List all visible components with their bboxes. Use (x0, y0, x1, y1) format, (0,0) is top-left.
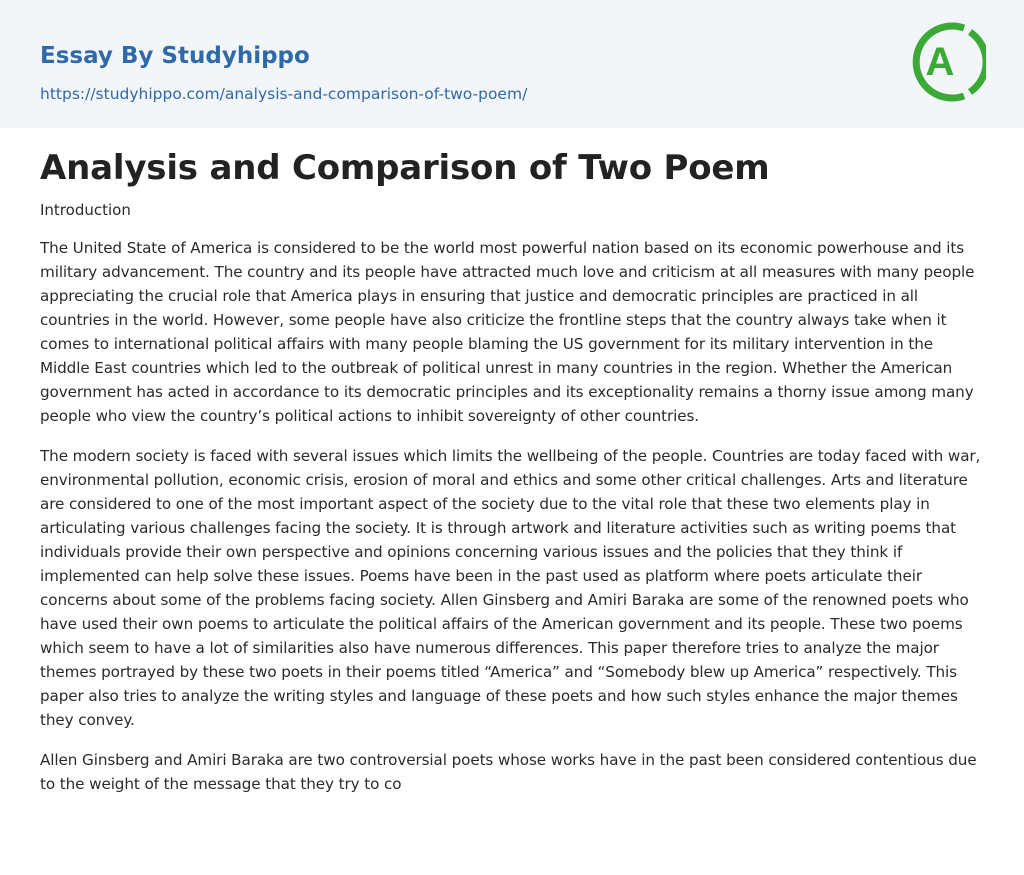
section-heading-introduction: Introduction (40, 201, 131, 219)
article-content (40, 146, 986, 796)
paragraph-3: Allen Ginsberg and Amiri Baraka are two controversial poets whose works have in the past been considered contentious due to the weight of the message that they try to co (40, 751, 977, 793)
logo-letter: A (925, 40, 955, 84)
paragraph-2: The modern society is faced with several issues which limits the wellbeing of the people. Countries are today faced with war, environmental pollution, economic crisis, erosion of moral and ethics and some other critical challenges. Arts and literature are considered to one of the most important aspect of the society due to the vital role that these two elements play in articulating various challenges facing the society. It is through artwork and literature activities such as writing poems that individuals provide their own perspective and opinions concerning various issues and the policies that they think if implemented can help solve these issues. Poems have been in the past used as platform where poets articulate their concerns about some of the problems facing society. Allen Ginsberg and Amiri Baraka are some of the renowned poets who have used their own poems to articulate the political affairs of the American government and its people. These two poems which seem to have a lot of similarities also have numerous differences. This paper therefore tries to analyze the major themes portrayed by these two poets in their poems titled “America” and “Somebody blew up America” respectively. This paper also tries to analyze the writing styles and language of these poets and how such styles enhance the major themes they convey. (40, 447, 981, 729)
paragraph-1: The United State of America is considered to be the world most powerful nation based on its economic powerhouse and its military advancement. The country and its people have attracted much love and criticism at all measures with many people appreciating the crucial role that America plays in ensuring that justice and democratic principles are practiced in all countries in the world. However, some people have also criticize the frontline steps that the country always take when it comes to international political affairs with many people blaming the US government for its military intervention in the Middle East countries which led to the outbreak of political unrest in many countries in the region. Whether the American government has acted in accordance to its democratic principles and its exceptionality remains a thorny issue among many people who view the country’s political actions to inhibit sovereignty of other countries. (40, 239, 975, 425)
brand-title[interactable]: Essay By Studyhippo (40, 43, 310, 69)
logo-ring-right (970, 32, 986, 92)
page-url-link[interactable]: https://studyhippo.com/analysis-and-comparison-of-two-poem/ (40, 85, 528, 103)
site-header (0, 0, 1024, 128)
article-title: Analysis and Comparison of Two Poem (40, 148, 770, 188)
studyhippo-logo-icon[interactable] (912, 18, 986, 106)
